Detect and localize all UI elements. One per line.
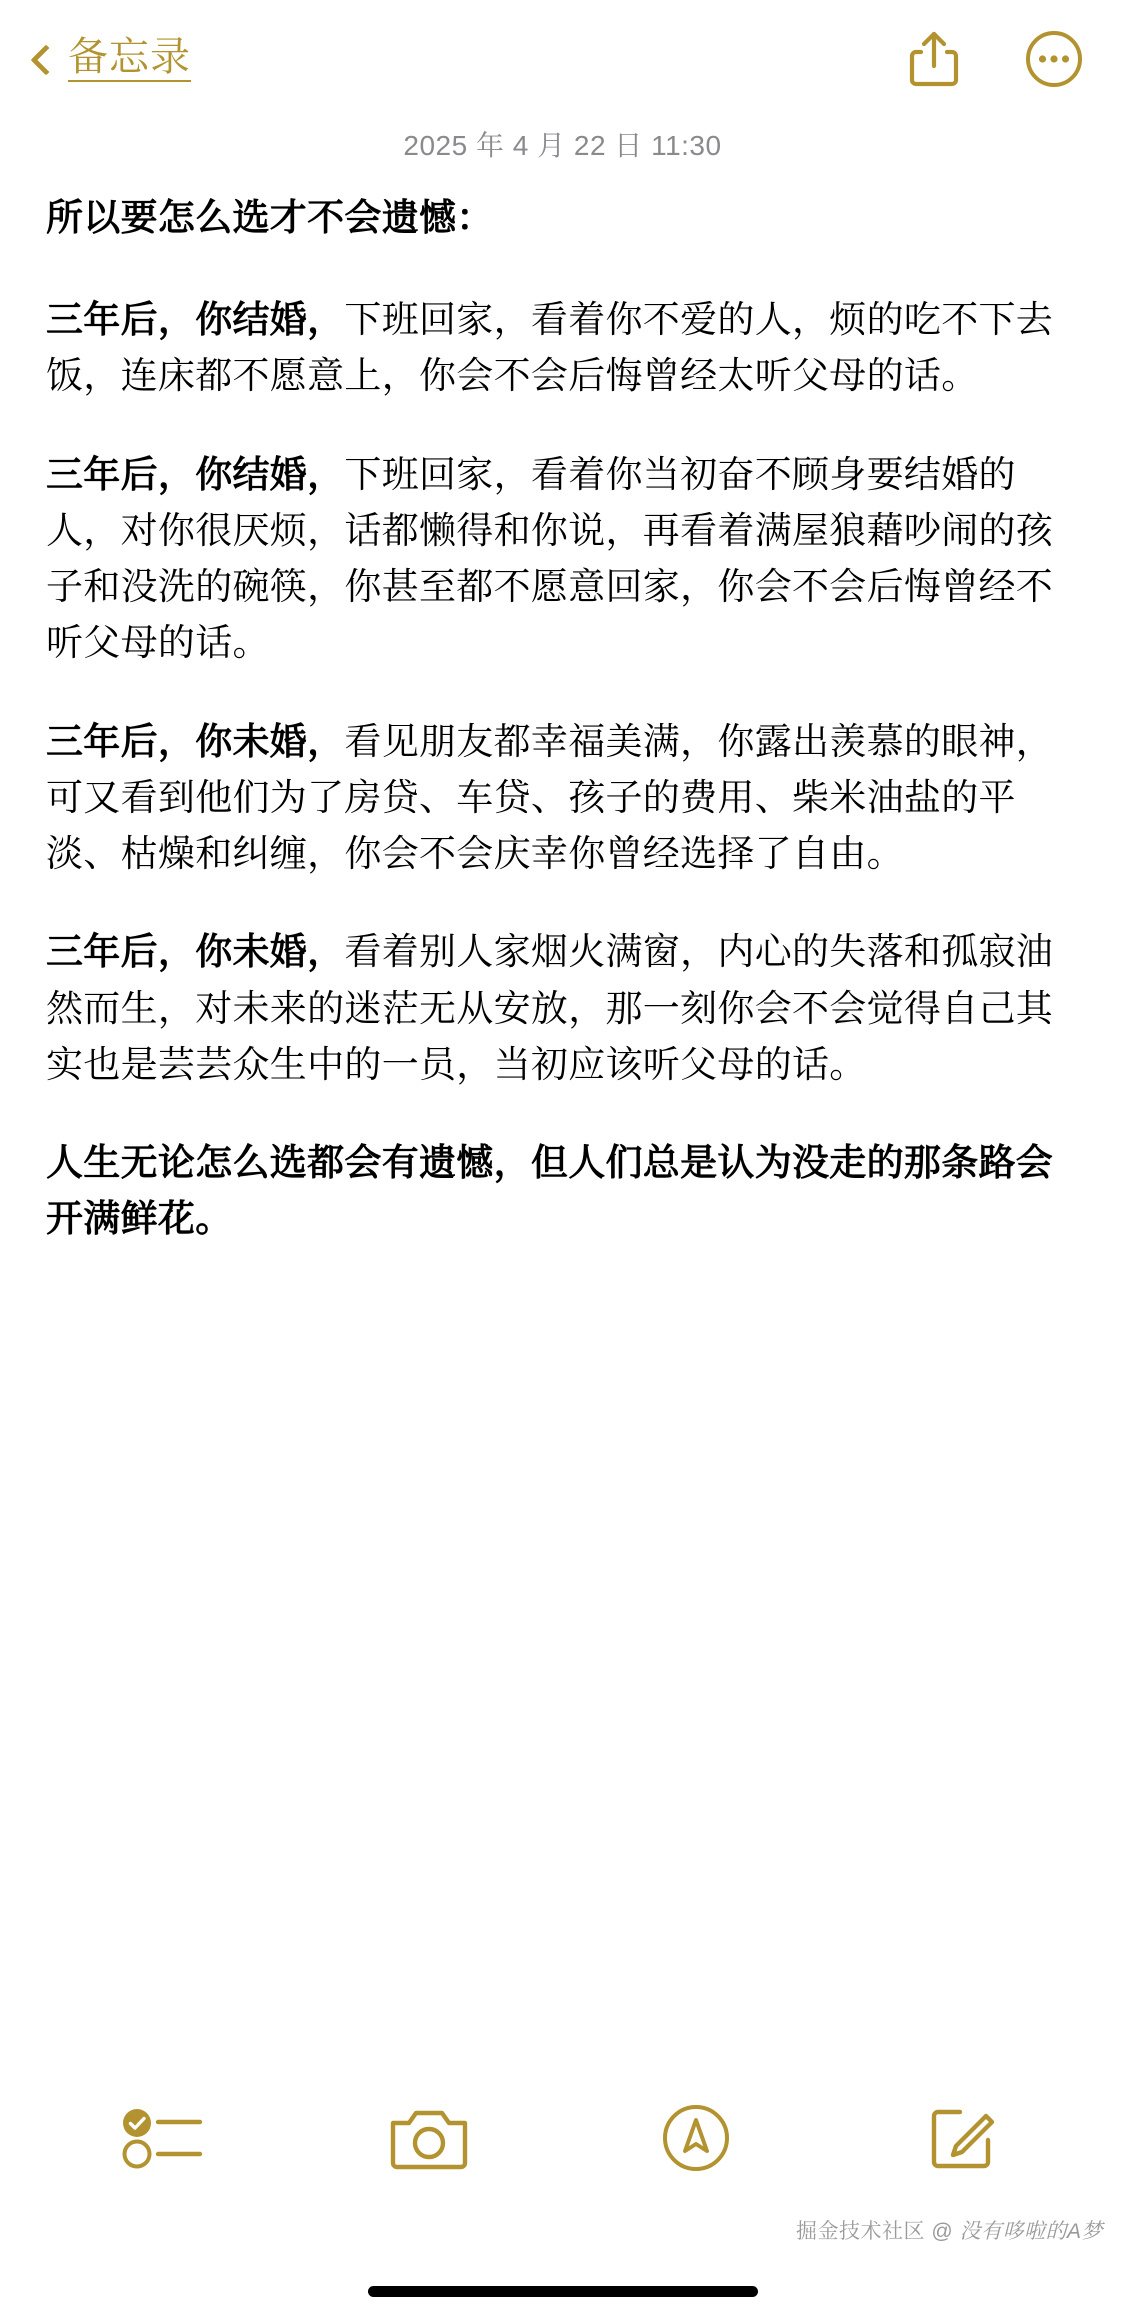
paragraph-text: 看着别人家烟火满窗，内心的失落和孤寂油然而生，对未来的迷茫无从安放，那一刻你会不会觉得自己其实也是芸芸众生中的一员，当初应该听父母的话。 <box>46 931 1054 1085</box>
markup-button[interactable] <box>641 2085 751 2195</box>
watermark-author: 没有哆啦的A梦 <box>959 2220 1103 2243</box>
compose-button[interactable] <box>907 2085 1017 2195</box>
home-indicator[interactable] <box>368 2286 758 2297</box>
note-paragraph <box>46 1135 1079 1247</box>
camera-button[interactable] <box>374 2085 484 2195</box>
paragraph-text: 所以要怎么选才不会遗憾： <box>46 197 494 238</box>
camera-icon <box>387 2105 471 2176</box>
markup-pen-icon <box>661 2103 731 2178</box>
checklist-icon <box>120 2106 206 2175</box>
note-paragraph <box>46 924 1079 1093</box>
chevron-left-icon <box>28 46 54 72</box>
paragraph-lead: 三年后，你未婚， <box>46 720 345 762</box>
more-circle-icon <box>1025 30 1083 88</box>
note-paragraph <box>46 190 1079 246</box>
paragraph-text: 人生无论怎么选都会有遗憾，但人们总是认为没走的那条路会开满鲜花。 <box>46 1142 1054 1240</box>
paragraph-lead: 三年后，你结婚， <box>46 299 345 341</box>
paragraph-lead: 三年后，你结婚， <box>46 453 345 495</box>
share-icon <box>908 30 960 88</box>
share-button[interactable] <box>903 28 965 90</box>
watermark-site: 掘金技术社区 @ <box>795 2220 954 2243</box>
paragraph-text: 下班回家，看着你不爱的人，烦的吃不下去饭，连床都不愿意上，你会不会后悔曾经太听父母的话。 <box>46 299 1054 397</box>
paragraph-text: 下班回家，看着你当初奋不顾身要结婚的人，对你很厌烦，话都懒得和你说，再看着满屋狼藉吵闹的孩子和没洗的碗筷，你甚至都不愿意回家，你会不会后悔曾经不听父母的话。 <box>46 453 1054 664</box>
note-paragraph <box>46 714 1079 883</box>
navigation-actions <box>903 28 1097 90</box>
back-button-label: 备忘录 <box>68 37 191 82</box>
note-timestamp: 2025 年 4 月 22 日 11:30 <box>403 130 722 161</box>
checklist-button[interactable] <box>108 2085 218 2195</box>
note-paragraph <box>46 447 1079 672</box>
back-button[interactable] <box>28 34 191 82</box>
paragraph-lead: 三年后，你未婚， <box>46 931 345 973</box>
more-options-button[interactable] <box>1023 28 1085 90</box>
bottom-toolbar <box>0 2075 1125 2205</box>
watermark <box>796 2215 1103 2245</box>
compose-icon <box>926 2102 998 2179</box>
navigation-bar <box>0 0 1125 118</box>
note-content[interactable] <box>0 124 1125 1248</box>
note-paragraph <box>46 292 1079 404</box>
paragraph-text: 看见朋友都幸福美满，你露出羡慕的眼神，可又看到他们为了房贷、车贷、孩子的费用、柴米油盐的平淡、枯燥和纠缠，你会不会庆幸你曾经选择了自由。 <box>46 720 1054 875</box>
